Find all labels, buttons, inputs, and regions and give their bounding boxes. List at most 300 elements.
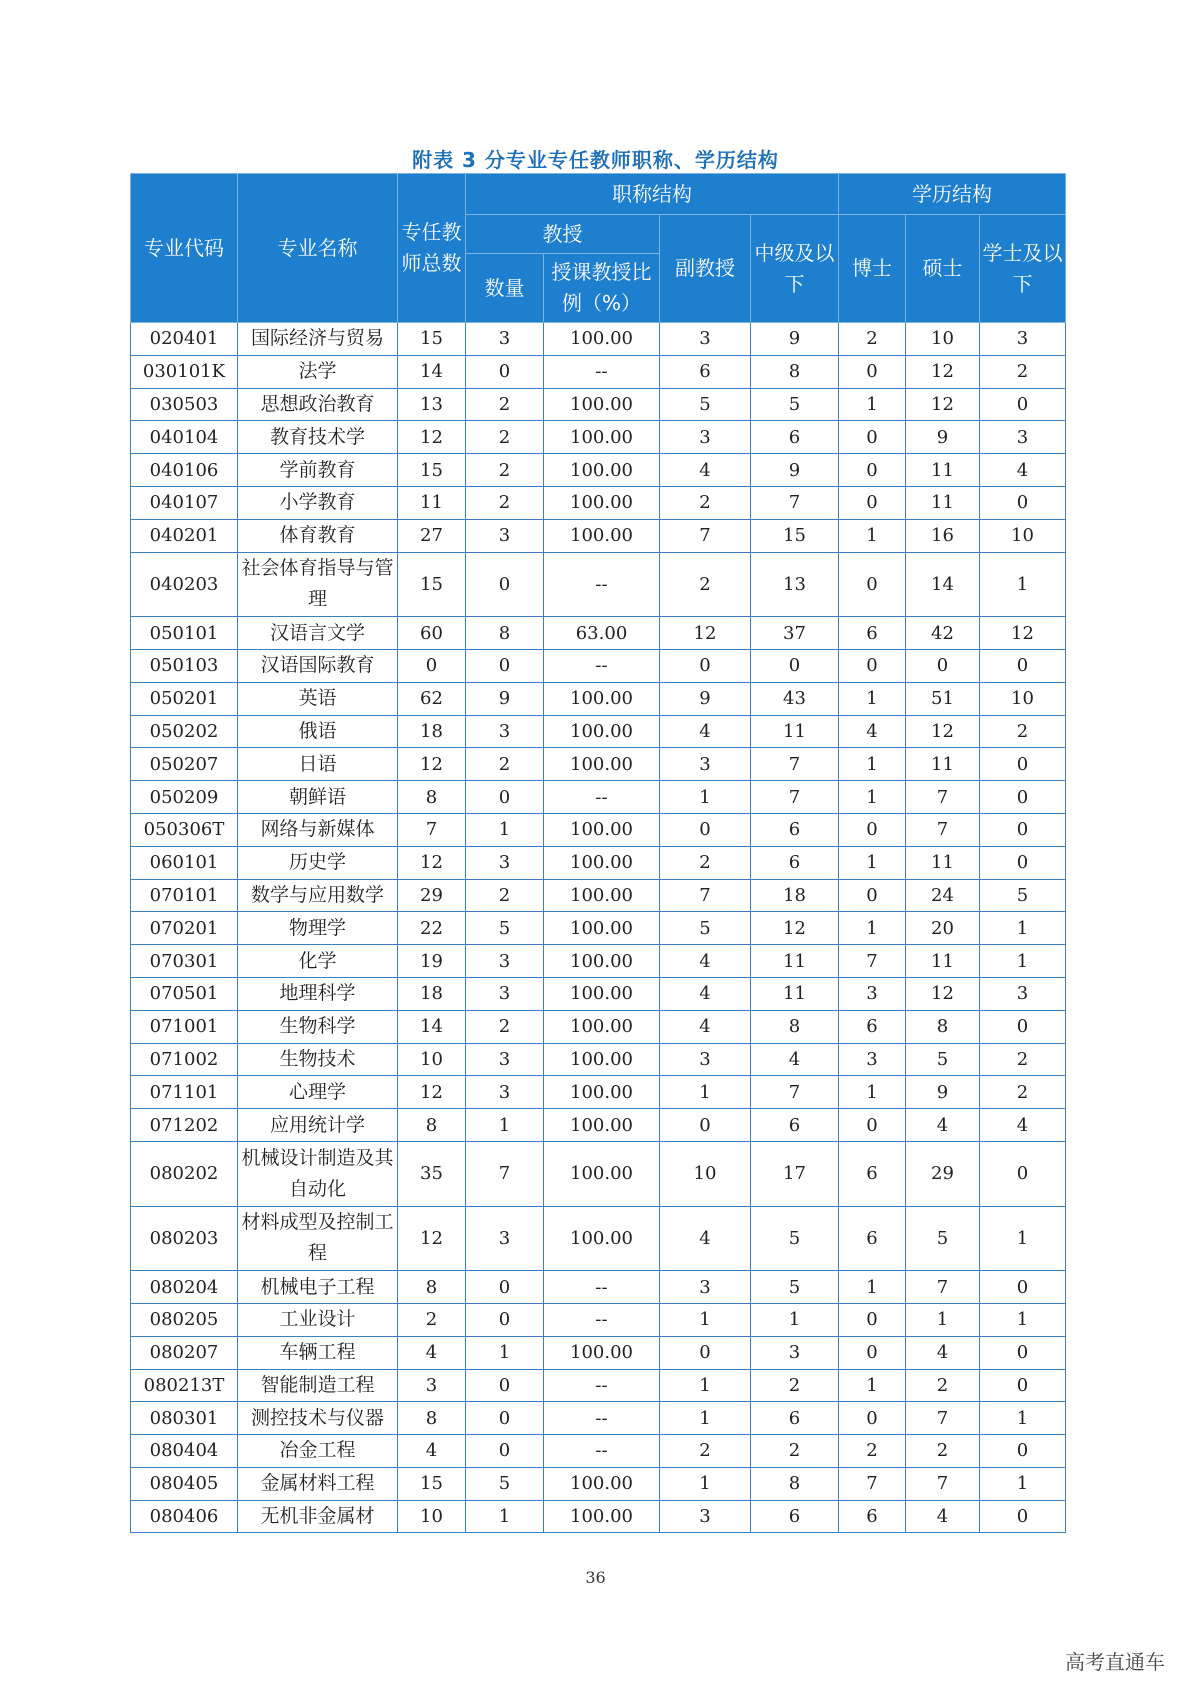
table-cell: 4 — [398, 1336, 466, 1369]
table-cell: 040106 — [131, 454, 238, 487]
table-cell: 071202 — [131, 1109, 238, 1142]
table-cell: 7 — [906, 1402, 980, 1435]
table-cell: 10 — [980, 682, 1066, 715]
table-cell: 4 — [980, 1109, 1066, 1142]
table-cell: 080203 — [131, 1206, 238, 1271]
table-cell: 4 — [660, 1206, 751, 1271]
table-cell: 0 — [906, 649, 980, 682]
table-cell: 0 — [980, 1435, 1066, 1468]
table-cell: 1 — [839, 519, 906, 552]
table-cell: 37 — [751, 617, 839, 650]
table-cell: 15 — [398, 1467, 466, 1500]
table-cell: 100.00 — [544, 715, 660, 748]
table-cell: 16 — [906, 519, 980, 552]
table-cell: 智能制造工程 — [238, 1369, 398, 1402]
table-cell: 11 — [906, 454, 980, 487]
table-cell: 100.00 — [544, 682, 660, 715]
table-cell: 1 — [839, 912, 906, 945]
table-cell: -- — [544, 1435, 660, 1468]
table-cell: 12 — [660, 617, 751, 650]
table-cell: 29 — [398, 879, 466, 912]
table-cell: 1 — [980, 1206, 1066, 1271]
table-cell: 车辆工程 — [238, 1336, 398, 1369]
table-cell: 14 — [398, 1010, 466, 1043]
table-cell: 13 — [751, 552, 839, 617]
table-cell: 2 — [660, 846, 751, 879]
table-cell: 2 — [466, 421, 544, 454]
table-cell: 080404 — [131, 1435, 238, 1468]
table-cell: 27 — [398, 519, 466, 552]
table-cell: 10 — [398, 1500, 466, 1533]
table-cell: 0 — [660, 649, 751, 682]
table-cell: 0 — [980, 781, 1066, 814]
table-cell: 070101 — [131, 879, 238, 912]
table-cell: 19 — [398, 945, 466, 978]
header-mid-and-below: 中级及以下 — [751, 215, 839, 323]
table-cell: 63.00 — [544, 617, 660, 650]
table-cell: 0 — [839, 649, 906, 682]
table-cell: 7 — [751, 781, 839, 814]
table-cell: 100.00 — [544, 1141, 660, 1206]
table-cell: 10 — [980, 519, 1066, 552]
table-cell: 1 — [660, 781, 751, 814]
table-cell: 050202 — [131, 715, 238, 748]
table-cell: 3 — [466, 945, 544, 978]
table-cell: 3 — [398, 1369, 466, 1402]
table-cell: 应用统计学 — [238, 1109, 398, 1142]
table-cell: 1 — [980, 1467, 1066, 1500]
table-cell: 6 — [660, 355, 751, 388]
table-cell: 7 — [906, 1271, 980, 1304]
table-cell: 法学 — [238, 355, 398, 388]
table-cell: 3 — [839, 977, 906, 1010]
table-cell: 12 — [398, 1076, 466, 1109]
table-cell: 080204 — [131, 1271, 238, 1304]
table-cell: 12 — [398, 846, 466, 879]
table-cell: 14 — [398, 355, 466, 388]
table-cell: 汉语国际教育 — [238, 649, 398, 682]
table-cell: 5 — [660, 388, 751, 421]
table-cell: 1 — [466, 813, 544, 846]
table-cell: 2 — [660, 552, 751, 617]
table-row — [131, 355, 1066, 388]
table-row — [131, 945, 1066, 978]
table-cell: 100.00 — [544, 1206, 660, 1271]
table-row — [131, 1467, 1066, 1500]
table-cell: 8 — [398, 781, 466, 814]
table-row — [131, 748, 1066, 781]
table-cell: 2 — [980, 355, 1066, 388]
header-professor-count: 数量 — [466, 254, 544, 323]
table-row — [131, 649, 1066, 682]
table-cell: 100.00 — [544, 323, 660, 356]
table-cell: 0 — [839, 421, 906, 454]
table-cell: 42 — [906, 617, 980, 650]
table-body — [131, 323, 1066, 1533]
table-cell: 6 — [839, 1500, 906, 1533]
table-cell: 工业设计 — [238, 1303, 398, 1336]
table-cell: 1 — [466, 1336, 544, 1369]
table-cell: 0 — [980, 1369, 1066, 1402]
table-cell: 18 — [398, 715, 466, 748]
table-row — [131, 682, 1066, 715]
table-cell: 5 — [980, 879, 1066, 912]
faculty-structure-table — [130, 173, 1066, 1533]
table-cell: 2 — [466, 454, 544, 487]
table-row — [131, 1043, 1066, 1076]
table-cell: 9 — [466, 682, 544, 715]
table-cell: 8 — [398, 1271, 466, 1304]
table-cell: 1 — [660, 1369, 751, 1402]
table-cell: 材料成型及控制工程 — [238, 1206, 398, 1271]
header-master: 硕士 — [906, 215, 980, 323]
table-cell: 3 — [980, 977, 1066, 1010]
table-row — [131, 781, 1066, 814]
table-cell: 51 — [906, 682, 980, 715]
table-cell: 1 — [980, 1402, 1066, 1435]
table-cell: 1 — [980, 552, 1066, 617]
table-cell: 3 — [660, 1271, 751, 1304]
table-cell: 2 — [751, 1435, 839, 1468]
table-cell: 100.00 — [544, 879, 660, 912]
table-cell: 2 — [398, 1303, 466, 1336]
table-cell: 100.00 — [544, 486, 660, 519]
table-cell: -- — [544, 355, 660, 388]
table-cell: 6 — [751, 846, 839, 879]
table-cell: 生物技术 — [238, 1043, 398, 1076]
table-cell: 7 — [839, 1467, 906, 1500]
table-cell: 0 — [980, 1336, 1066, 1369]
table-cell: 3 — [980, 323, 1066, 356]
table-cell: 3 — [660, 421, 751, 454]
table-cell: 100.00 — [544, 519, 660, 552]
table-cell: 8 — [398, 1402, 466, 1435]
table-cell: 18 — [398, 977, 466, 1010]
table-cell: 社会体育指导与管理 — [238, 552, 398, 617]
table-cell: 8 — [466, 617, 544, 650]
table-row — [131, 977, 1066, 1010]
table-cell: 080213T — [131, 1369, 238, 1402]
table-cell: 物理学 — [238, 912, 398, 945]
table-cell: 0 — [980, 1271, 1066, 1304]
table-cell: 020401 — [131, 323, 238, 356]
table-row — [131, 552, 1066, 617]
table-row — [131, 1435, 1066, 1468]
table-cell: 4 — [906, 1336, 980, 1369]
table-cell: 100.00 — [544, 1500, 660, 1533]
table-cell: 9 — [751, 454, 839, 487]
table-cell: 7 — [466, 1141, 544, 1206]
table-cell: 0 — [839, 552, 906, 617]
table-cell: 071101 — [131, 1076, 238, 1109]
table-cell: 思想政治教育 — [238, 388, 398, 421]
table-cell: 2 — [980, 715, 1066, 748]
table-cell: 18 — [751, 879, 839, 912]
table-cell: 数学与应用数学 — [238, 879, 398, 912]
header-edu-structure: 学历结构 — [839, 174, 1066, 215]
table-cell: 4 — [839, 715, 906, 748]
table-cell: 体育教育 — [238, 519, 398, 552]
table-cell: 汉语言文学 — [238, 617, 398, 650]
table-cell: 0 — [839, 813, 906, 846]
table-cell: 1 — [839, 1076, 906, 1109]
table-row — [131, 1369, 1066, 1402]
header-professor: 教授 — [466, 215, 660, 254]
table-cell: 4 — [906, 1500, 980, 1533]
table-cell: 100.00 — [544, 813, 660, 846]
table-cell: 朝鲜语 — [238, 781, 398, 814]
table-cell: 5 — [906, 1043, 980, 1076]
table-cell: 7 — [751, 486, 839, 519]
table-cell: 080301 — [131, 1402, 238, 1435]
table-cell: 62 — [398, 682, 466, 715]
header-total: 专任教师总数 — [398, 174, 466, 323]
table-cell: 0 — [466, 355, 544, 388]
table-cell: 2 — [660, 486, 751, 519]
table-cell: 1 — [980, 912, 1066, 945]
table-cell: 国际经济与贸易 — [238, 323, 398, 356]
table-cell: 11 — [906, 945, 980, 978]
table-cell: 2 — [466, 879, 544, 912]
table-cell: 0 — [466, 552, 544, 617]
table-cell: 5 — [466, 1467, 544, 1500]
table-cell: 5 — [751, 1206, 839, 1271]
table-cell: 2 — [751, 1369, 839, 1402]
table-cell: 1 — [839, 781, 906, 814]
table-cell: 0 — [660, 813, 751, 846]
page-number: 36 — [585, 1568, 606, 1587]
table-row — [131, 1271, 1066, 1304]
table-cell: 教育技术学 — [238, 421, 398, 454]
table-cell: -- — [544, 1369, 660, 1402]
table-cell: 1 — [466, 1500, 544, 1533]
table-cell: -- — [544, 649, 660, 682]
table-cell: 2 — [906, 1369, 980, 1402]
table-cell: 6 — [839, 617, 906, 650]
table-cell: 4 — [980, 454, 1066, 487]
table-cell: 080205 — [131, 1303, 238, 1336]
table-cell: 0 — [839, 1303, 906, 1336]
table-cell: 080207 — [131, 1336, 238, 1369]
table-cell: 0 — [980, 748, 1066, 781]
table-row — [131, 519, 1066, 552]
table-cell: 0 — [839, 1402, 906, 1435]
table-cell: 小学教育 — [238, 486, 398, 519]
table-cell: 1 — [906, 1303, 980, 1336]
table-cell: 英语 — [238, 682, 398, 715]
table-row — [131, 813, 1066, 846]
table-cell: 日语 — [238, 748, 398, 781]
table-cell: 4 — [660, 1010, 751, 1043]
table-cell: 15 — [398, 454, 466, 487]
table-cell: 080405 — [131, 1467, 238, 1500]
table-cell: 1 — [660, 1402, 751, 1435]
table-cell: 1 — [660, 1076, 751, 1109]
table-cell: 6 — [839, 1141, 906, 1206]
table-cell: 13 — [398, 388, 466, 421]
table-cell: 0 — [466, 781, 544, 814]
table-cell: 5 — [660, 912, 751, 945]
table-cell: 6 — [751, 813, 839, 846]
table-cell: 0 — [839, 1109, 906, 1142]
table-cell: 0 — [398, 649, 466, 682]
table-row — [131, 846, 1066, 879]
table-cell: 17 — [751, 1141, 839, 1206]
table-cell: 080202 — [131, 1141, 238, 1206]
table-cell: 080406 — [131, 1500, 238, 1533]
table-cell: 化学 — [238, 945, 398, 978]
table-cell: 1 — [466, 1109, 544, 1142]
table-cell: 心理学 — [238, 1076, 398, 1109]
watermark: 高考直通车 — [1065, 1650, 1165, 1674]
table-cell: 5 — [751, 388, 839, 421]
table-row — [131, 323, 1066, 356]
table-cell: 0 — [980, 1010, 1066, 1043]
table-cell: 9 — [906, 1076, 980, 1109]
table-cell: 12 — [398, 748, 466, 781]
table-cell: 2 — [980, 1043, 1066, 1076]
table-cell: 机械电子工程 — [238, 1271, 398, 1304]
header-bachelor-and-below: 学士及以下 — [980, 215, 1066, 323]
table-cell: 0 — [466, 1402, 544, 1435]
table-cell: 12 — [906, 977, 980, 1010]
table-cell: 0 — [466, 1369, 544, 1402]
table-cell: 2 — [660, 1435, 751, 1468]
table-cell: 0 — [466, 1435, 544, 1468]
table-cell: 0 — [980, 1141, 1066, 1206]
table-cell: 7 — [751, 1076, 839, 1109]
table-cell: 2 — [466, 486, 544, 519]
table-cell: 100.00 — [544, 977, 660, 1010]
table-row — [131, 486, 1066, 519]
table-cell: 1 — [660, 1467, 751, 1500]
table-cell: 060101 — [131, 846, 238, 879]
header-code: 专业代码 — [131, 174, 238, 323]
table-cell: 7 — [906, 1467, 980, 1500]
table-cell: 0 — [980, 388, 1066, 421]
table-cell: -- — [544, 1303, 660, 1336]
table-cell: 100.00 — [544, 1467, 660, 1500]
table-cell: 0 — [980, 846, 1066, 879]
table-cell: 100.00 — [544, 1109, 660, 1142]
table-cell: 5 — [466, 912, 544, 945]
header-name: 专业名称 — [238, 174, 398, 323]
table-cell: 2 — [466, 1010, 544, 1043]
table-row — [131, 1336, 1066, 1369]
table-cell: 1 — [839, 846, 906, 879]
table-cell: 3 — [466, 715, 544, 748]
table-cell: 35 — [398, 1141, 466, 1206]
table-cell: 030503 — [131, 388, 238, 421]
table-cell: 050207 — [131, 748, 238, 781]
table-cell: 15 — [398, 552, 466, 617]
table-cell: 无机非金属材 — [238, 1500, 398, 1533]
table-cell: 1 — [839, 682, 906, 715]
table-cell: 8 — [398, 1109, 466, 1142]
table-cell: 100.00 — [544, 846, 660, 879]
table-row — [131, 912, 1066, 945]
table-cell: 15 — [751, 519, 839, 552]
table-cell: 6 — [839, 1010, 906, 1043]
table-cell: 11 — [751, 945, 839, 978]
table-cell: 1 — [980, 945, 1066, 978]
table-cell: 100.00 — [544, 945, 660, 978]
table-cell: 4 — [660, 945, 751, 978]
table-cell: 3 — [466, 846, 544, 879]
table-cell: 2 — [466, 748, 544, 781]
table-cell: 7 — [660, 879, 751, 912]
table-row — [131, 879, 1066, 912]
table-cell: 050209 — [131, 781, 238, 814]
table-cell: 11 — [751, 715, 839, 748]
table-cell: 5 — [751, 1271, 839, 1304]
table-title: 附表 3 分专业专任教师职称、学历结构 — [412, 148, 779, 172]
table-cell: 历史学 — [238, 846, 398, 879]
table-cell: 8 — [751, 1467, 839, 1500]
table-cell: 0 — [466, 1303, 544, 1336]
table-cell: 4 — [751, 1043, 839, 1076]
table-cell: 0 — [980, 649, 1066, 682]
table-cell: 3 — [660, 323, 751, 356]
table-cell: 1 — [839, 748, 906, 781]
table-cell: -- — [544, 1271, 660, 1304]
table-cell: -- — [544, 1402, 660, 1435]
table-cell: 1 — [839, 1369, 906, 1402]
table-cell: 12 — [906, 715, 980, 748]
table-cell: 9 — [906, 421, 980, 454]
table-cell: 22 — [398, 912, 466, 945]
table-cell: 0 — [466, 649, 544, 682]
table-cell: 11 — [751, 977, 839, 1010]
table-cell: 14 — [906, 552, 980, 617]
table-cell: 050201 — [131, 682, 238, 715]
table-cell: 8 — [751, 355, 839, 388]
table-cell: 6 — [751, 421, 839, 454]
table-row — [131, 454, 1066, 487]
table-cell: 15 — [398, 323, 466, 356]
table-cell: 1 — [839, 388, 906, 421]
table-cell: 冶金工程 — [238, 1435, 398, 1468]
table-cell: 100.00 — [544, 748, 660, 781]
table-row — [131, 1141, 1066, 1206]
table-cell: 030101K — [131, 355, 238, 388]
table-cell: 8 — [751, 1010, 839, 1043]
table-row — [131, 617, 1066, 650]
table-cell: 3 — [839, 1043, 906, 1076]
table-cell: 6 — [751, 1402, 839, 1435]
table-cell: 040201 — [131, 519, 238, 552]
table-cell: 9 — [751, 323, 839, 356]
table-cell: 24 — [906, 879, 980, 912]
table-row — [131, 1076, 1066, 1109]
table-cell: 040203 — [131, 552, 238, 617]
table-cell: 070301 — [131, 945, 238, 978]
table-cell: 1 — [980, 1303, 1066, 1336]
table-cell: 8 — [906, 1010, 980, 1043]
table-row — [131, 1206, 1066, 1271]
table-cell: 0 — [980, 813, 1066, 846]
table-cell: 4 — [660, 977, 751, 1010]
table-cell: 050101 — [131, 617, 238, 650]
table-cell: 0 — [839, 879, 906, 912]
table-cell: 2 — [839, 1435, 906, 1468]
table-cell: 3 — [751, 1336, 839, 1369]
table-cell: 6 — [751, 1500, 839, 1533]
table-cell: 3 — [466, 519, 544, 552]
table-cell: 040104 — [131, 421, 238, 454]
table-cell: 1 — [751, 1303, 839, 1336]
table-cell: 0 — [660, 1336, 751, 1369]
